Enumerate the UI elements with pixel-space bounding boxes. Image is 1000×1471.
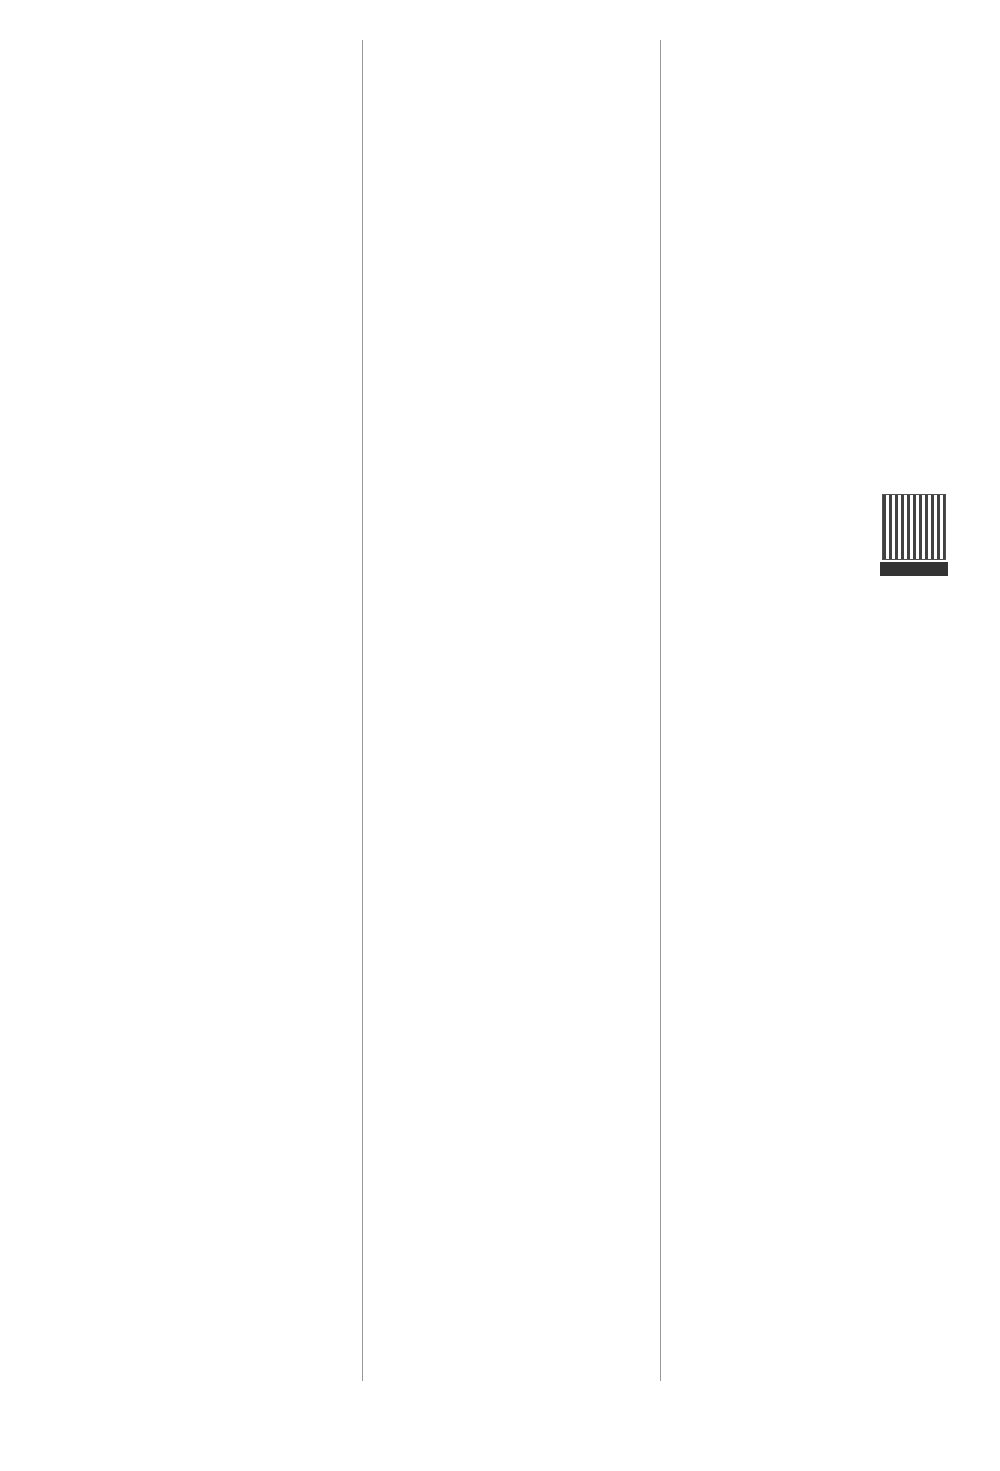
qr-code-icon: [882, 494, 946, 560]
column-divider: [362, 40, 363, 1381]
column-divider: [660, 40, 661, 1381]
qr-label: [880, 562, 948, 576]
